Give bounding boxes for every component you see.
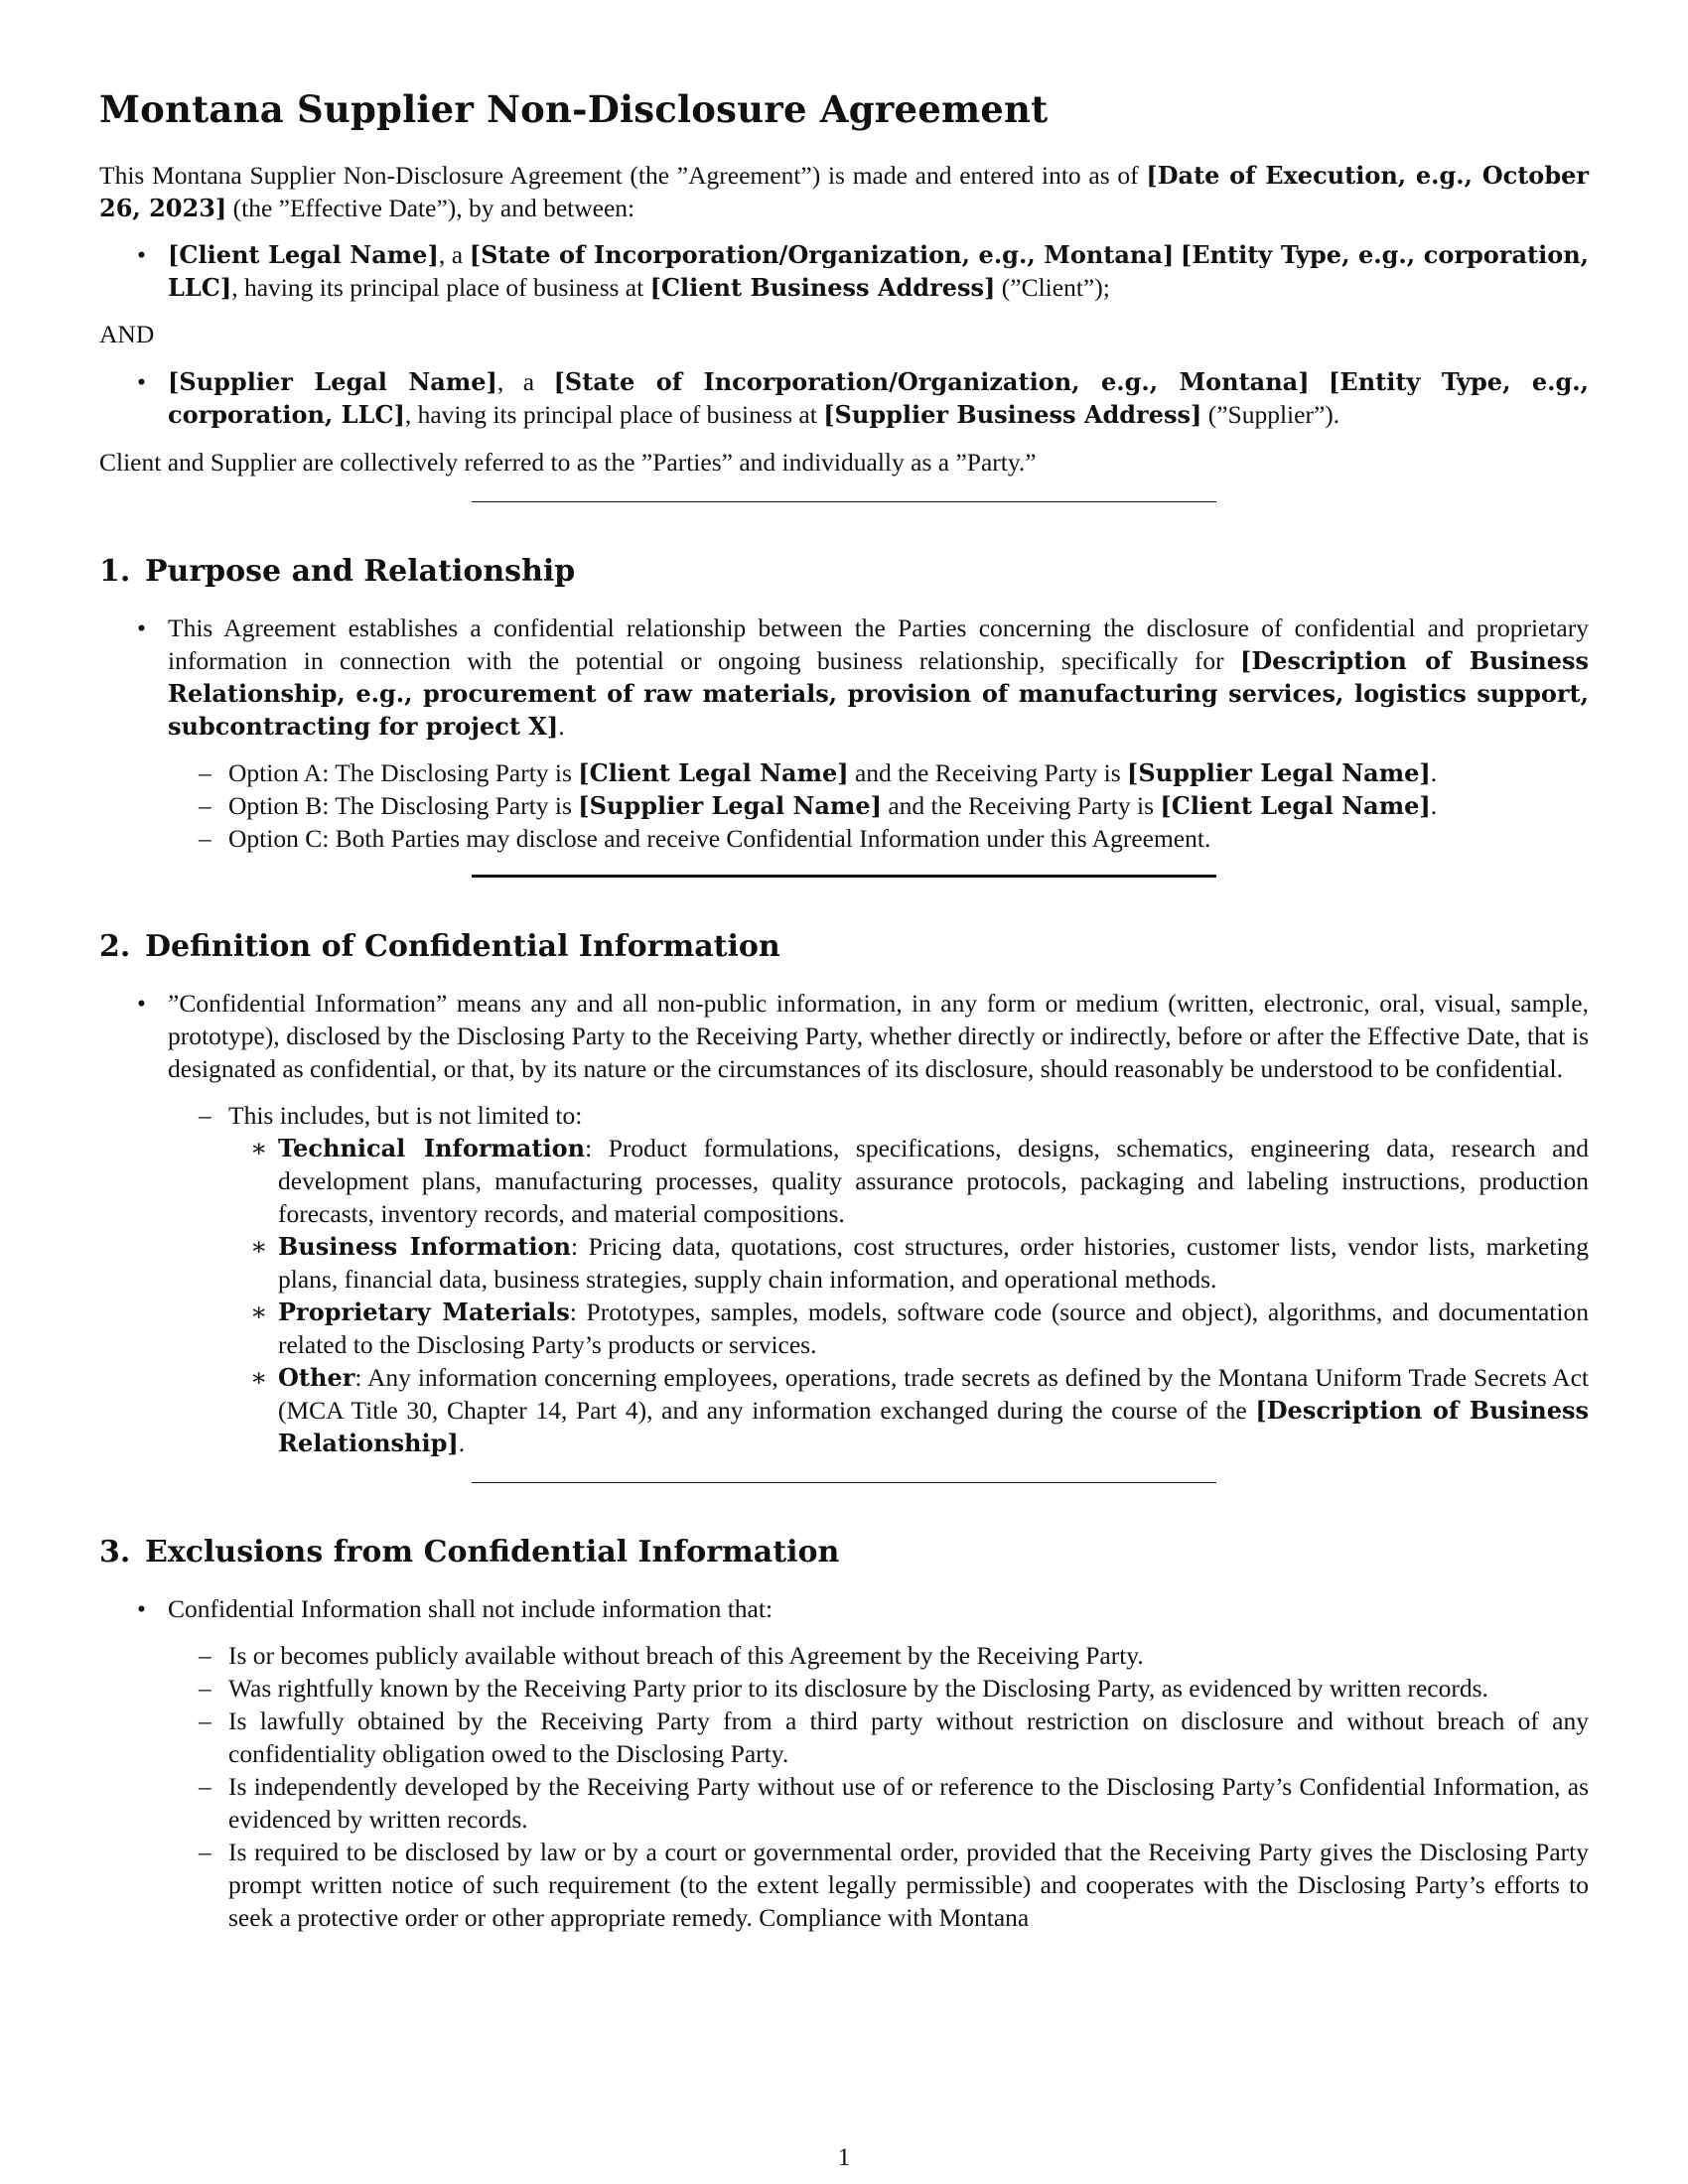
includes-list	[168, 1099, 1589, 1459]
list-item: • [Client Legal Name], a [State of Incorporation/Organization, e.g., Montana] [Entity Type, e.g., corporation, LLC], having its principal place of business at [Client Business Address] (”Client”);	[99, 238, 1589, 304]
list-item: ∗ Business Information: Pricing data, quotations, cost structures, order histories, customer lists, vendor lists, marketing plans, financial data, business strategies, supply chain information, and operational methods.	[99, 1230, 1589, 1296]
list-item: – This includes, but is not limited to: ∗ Technical Information: Product formulations, specifications, designs, schematics, engineering data, research and development plans, manufacturing processes, quality assurance protocols, packaging and labeling instructions, production forecasts, inventory records, and material compositions. ∗ Business Information: Pricing data, quotations, cost structures, order histories, customer lists, vendor lists, marketing plans, financial data, business strategies, supply chain information, and operational methods. ∗ Proprietary Materials: Prototypes, samples, models, software code (source and object), algorithms, and documentation related to the Disclosing Party’s products or services. ∗ Other: Any information concerning employees, operations, trade secrets as defined by the Montana Uniform Trade Secrets Act (MCA Title 30, Chapter 14, Part 4), and any information exchanged during the course of the [Description of Business Relationship].	[99, 1099, 1589, 1459]
and-label: AND	[99, 320, 155, 348]
list-item: • ”Confidential Information” means any and all non-public information, in any form or medium (written, electronic, oral, visual, sample, prototype), disclosed by the Disclosing Party to the Receiving Party, whether directly or indirectly, before or after the Effective Date, that is designated as confidential, or that, by its nature or the circumstances of its disclosure, should reasonably be understood to be confidential. – This includes, but is not limited to: ∗ Technical Information: Product formulations, specifications, designs, schematics, engineering data, research and development plans, manufacturing processes, quality assurance protocols, packaging and labeling instructions, production forecasts, inventory records, and material compositions. ∗ Business Information: Pricing data, quotations, cost structures, order histories, customer lists, vendor lists, marketing plans, financial data, business strategies, supply chain information, and operational methods. ∗ Proprietary Materials: Prototypes, samples, models, software code (source and object), algorithms, and documentation related to the Disclosing Party’s products or services. ∗ Other: Any information concerning employees, operations, trade secrets as defined by the Montana Uniform Trade Secrets Act (MCA Title 30, Chapter 14, Part 4), and any information exchanged during the course of the [Description of Business Relationship].	[99, 987, 1589, 1459]
collective-paragraph: Client and Supplier are collectively referred to as the ”Parties” and individually as a ”Party.”	[99, 448, 1037, 477]
list-item: ∗ Proprietary Materials: Prototypes, samples, models, software code (source and object), algorithms, and documentation related to the Disclosing Party’s products or services.	[99, 1296, 1589, 1361]
party-list-supplier	[99, 365, 1589, 431]
section-heading: 3. Exclusions from Confidential Information	[99, 1535, 840, 1570]
divider	[472, 875, 1216, 878]
exclusions-list	[168, 1639, 1589, 1934]
list-item: – Option A: The Disclosing Party is [Client Legal Name] and the Receiving Party is [Supplier Legal Name].	[99, 756, 1589, 789]
section-1-list	[99, 612, 1589, 855]
document-title: Montana Supplier Non-Disclosure Agreement	[99, 87, 1049, 131]
list-item: ∗ Other: Any information concerning employees, operations, trade secrets as defined by the Montana Uniform Trade Secrets Act (MCA Title 30, Chapter 14, Part 4), and any information exchanged during the course of the [Description of Business Relationship].	[99, 1361, 1589, 1459]
list-item: – Option B: The Disclosing Party is [Supplier Legal Name] and the Receiving Party is [Client Legal Name].	[99, 789, 1589, 822]
list-item: – Is required to be disclosed by law or by a court or governmental order, provided that the Receiving Party gives the Disclosing Party prompt written notice of such requirement (to the extent legally permissible) and cooperates with the Disclosing Party’s efforts to seek a protective order or other appropriate remedy. Compliance with Montana	[99, 1836, 1589, 1934]
list-item: • [Supplier Legal Name], a [State of Incorporation/Organization, e.g., Montana] [Entity Type, e.g., corporation, LLC], having its principal place of business at [Supplier Business Address] (”Supplier”).	[99, 365, 1589, 431]
party-list-client	[99, 238, 1589, 304]
page-number: 1	[837, 2142, 851, 2171]
divider	[472, 501, 1216, 502]
list-item: – Is lawfully obtained by the Receiving Party from a third party without restriction on disclosure and without breach of any confidentiality obligation owed to the Disclosing Party.	[99, 1705, 1589, 1770]
section-heading: 1. Purpose and Relationship	[99, 554, 576, 589]
list-item: • This Agreement establishes a confidential relationship between the Parties concerning the disclosure of confidential and proprietary information in connection with the potential or ongoing business relationship, specifically for [Description of Business Relationship, e.g., procurement of raw materials, provision of manufacturing services, logistics support, subcontracting for project X]. – Option A: The Disclosing Party is [Client Legal Name] and the Receiving Party is [Supplier Legal Name]. – Option B: The Disclosing Party is [Supplier Legal Name] and the Receiving Party is [Client Legal Name]. – Option C: Both Parties may disclose and receive Confidential Information under this Agreement.	[99, 612, 1589, 855]
list-item: ∗ Technical Information: Product formulations, specifications, designs, schematics, engineering data, research and development plans, manufacturing processes, quality assurance protocols, packaging and labeling instructions, production forecasts, inventory records, and material compositions.	[99, 1132, 1589, 1230]
intro-paragraph: This Montana Supplier Non-Disclosure Agreement (the ”Agreement”) is made and entered into as of [Date of Execution, e.g., October 26, 2023] (the ”Effective Date”), by and between:	[99, 161, 1590, 222]
list-item: • Confidential Information shall not include information that: – Is or becomes publicly available without breach of this Agreement by the Receiving Party. – Was rightfully known by the Receiving Party prior to its disclosure by the Disclosing Party, as evidenced by written records. – Is lawfully obtained by the Receiving Party from a third party without restriction on disclosure and without breach of any confidentiality obligation owed to the Disclosing Party. – Is independently developed by the Receiving Party without use of or reference to the Disclosing Party’s Confidential Information, as evidenced by written records. – Is required to be disclosed by law or by a court or governmental order, provided that the Receiving Party gives the Disclosing Party prompt written notice of such requirement (to the extent legally permissible) and cooperates with the Disclosing Party’s efforts to seek a protective order or other appropriate remedy. Compliance with Montana	[99, 1592, 1589, 1934]
options-list	[168, 756, 1589, 855]
section-heading: 2. Definition of Confidential Information	[99, 929, 780, 964]
section-3-list	[99, 1592, 1589, 1934]
list-item: – Is independently developed by the Receiving Party without use of or reference to the Disclosing Party’s Confidential Information, as evidenced by written records.	[99, 1770, 1589, 1836]
list-item: – Is or becomes publicly available without breach of this Agreement by the Receiving Party.	[99, 1639, 1589, 1672]
list-item: – Option C: Both Parties may disclose and receive Confidential Information under this Agreement.	[99, 822, 1589, 855]
list-item: – Was rightfully known by the Receiving Party prior to its disclosure by the Disclosing Party, as evidenced by written records.	[99, 1672, 1589, 1705]
section-2-list	[99, 987, 1589, 1459]
category-list	[228, 1132, 1589, 1459]
divider	[472, 1482, 1216, 1483]
